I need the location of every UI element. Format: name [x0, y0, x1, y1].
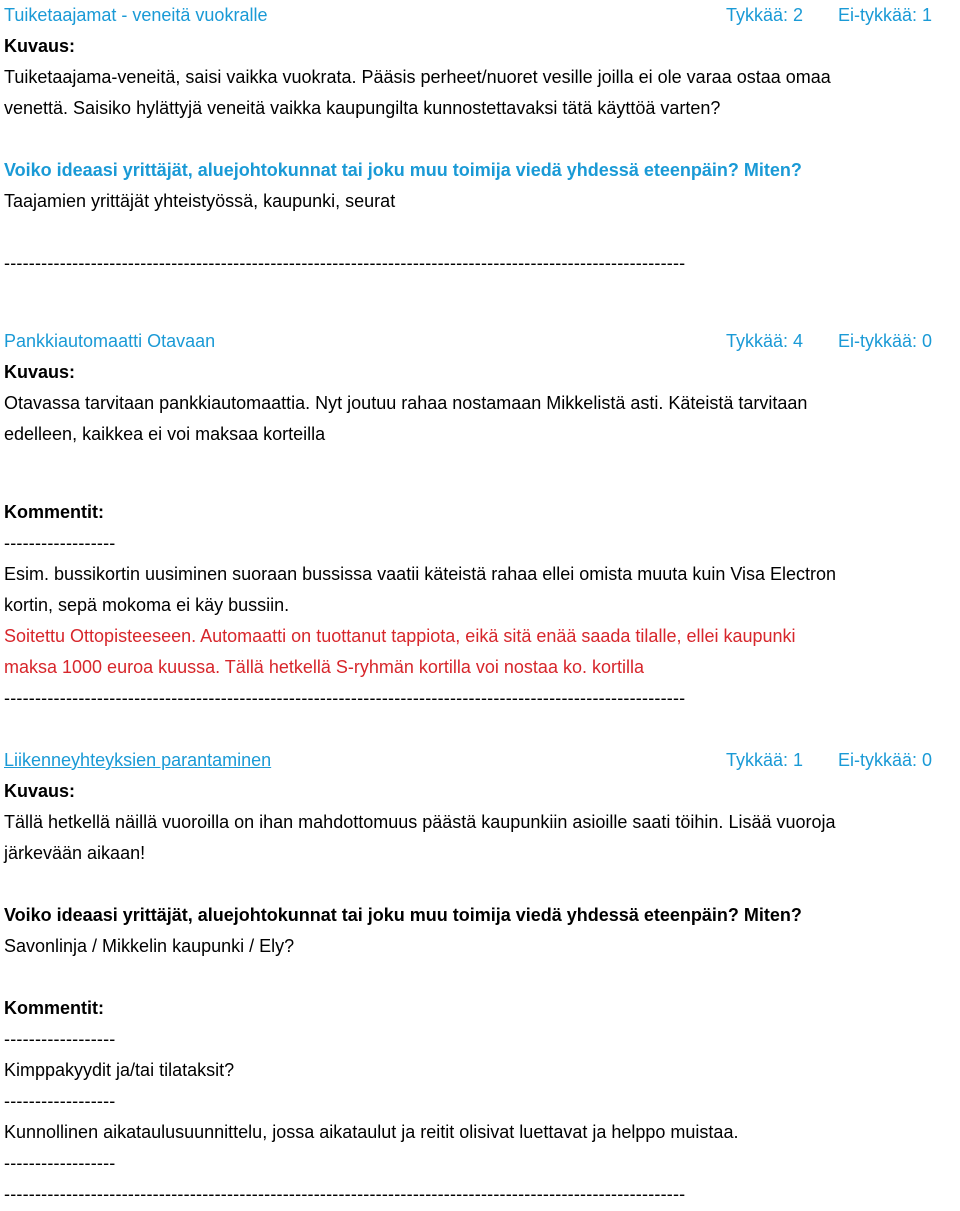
dislike-count[interactable]: Ei-tykkää: 0 — [838, 750, 933, 770]
description-line: edelleen, kaikkea ei voi maksaa korteilla — [4, 424, 326, 444]
dislike-count[interactable]: Ei-tykkää: 0 — [838, 331, 933, 351]
question-answer: Savonlinja / Mikkelin kaupunki / Ely? — [4, 936, 295, 956]
separator: -------------------------------------------------------------------------------------------------------------- — [4, 688, 686, 708]
question-heading: Voiko ideaasi yrittäjät, aluejohtokunnat tai joku muu toimija viedä yhdessä eteenpäin? Miten? — [4, 160, 802, 180]
idea-title[interactable]: Tuiketaajamat - veneitä vuokralle — [4, 5, 268, 25]
idea-title[interactable]: Pankkiautomaatti Otavaan — [4, 331, 216, 351]
description-line: Tuiketaajama-veneitä, saisi vaikka vuokrata. Pääsis perheet/nuoret vesille joilla ei ole varaa ostaa omaa — [4, 67, 831, 87]
description-line: venettä. Saisiko hylättyjä veneitä vaikka kaupungilta kunnostettavaksi tätä käyttöä varten? — [4, 98, 721, 118]
description-label: Kuvaus: — [4, 781, 76, 801]
idea-header — [4, 0, 956, 31]
status-line: Soitettu Ottopisteeseen. Automaatti on tuottanut tappiota, eikä sitä enää saada tilalle, ellei kaupunki — [4, 626, 796, 646]
status-line: maksa 1000 euroa kuussa. Tällä hetkellä S-ryhmän kortilla voi nostaa ko. kortilla — [4, 657, 644, 677]
comment-line: kortin, sepä mokoma ei käy bussiin. — [4, 595, 290, 615]
idea-header — [4, 326, 956, 357]
like-count[interactable]: Tykkää: 4 — [726, 331, 804, 351]
separator: -------------------------------------------------------------------------------------------------------------- — [4, 1184, 686, 1204]
dislike-count[interactable]: Ei-tykkää: 1 — [838, 5, 933, 25]
description-line: Tällä hetkellä näillä vuoroilla on ihan mahdottomuus päästä kaupunkiin asioille saati töihin. Lisää vuoroja — [4, 812, 836, 832]
comment-line: Esim. bussikortin uusiminen suoraan bussissa vaatii käteistä rahaa ellei omista muuta kuin Visa Electron — [4, 564, 837, 584]
question-heading: Voiko ideaasi yrittäjät, aluejohtokunnat tai joku muu toimija viedä yhdessä eteenpäin? Miten? — [4, 905, 802, 925]
comment-separator: ------------------ — [4, 533, 116, 553]
description-line: Otavassa tarvitaan pankkiautomaattia. Nyt joutuu rahaa nostamaan Mikkelistä asti. Käteistä tarvitaan — [4, 393, 808, 413]
comment-separator: ------------------ — [4, 1091, 116, 1111]
question-answer: Taajamien yrittäjät yhteistyössä, kaupunki, seurat — [4, 191, 396, 211]
comment-line: Kunnollinen aikataulusuunnittelu, jossa aikataulut ja reitit olisivat luettavat ja helppo muistaa. — [4, 1122, 739, 1142]
comments-label: Kommentit: — [4, 998, 104, 1018]
description-label: Kuvaus: — [4, 362, 76, 382]
like-count[interactable]: Tykkää: 2 — [726, 5, 804, 25]
comment-line: Kimppakyydit ja/tai tilataksit? — [4, 1060, 235, 1080]
comment-separator: ------------------ — [4, 1153, 116, 1173]
idea-title[interactable]: Liikenneyhteyksien parantaminen — [4, 750, 272, 770]
comments-label: Kommentit: — [4, 502, 104, 522]
like-count[interactable]: Tykkää: 1 — [726, 750, 804, 770]
idea-list — [4, 0, 956, 1210]
idea-header — [4, 745, 956, 776]
separator: -------------------------------------------------------------------------------------------------------------- — [4, 253, 686, 273]
description-label: Kuvaus: — [4, 36, 76, 56]
comment-separator: ------------------ — [4, 1029, 116, 1049]
description-line: järkevään aikaan! — [4, 843, 146, 863]
